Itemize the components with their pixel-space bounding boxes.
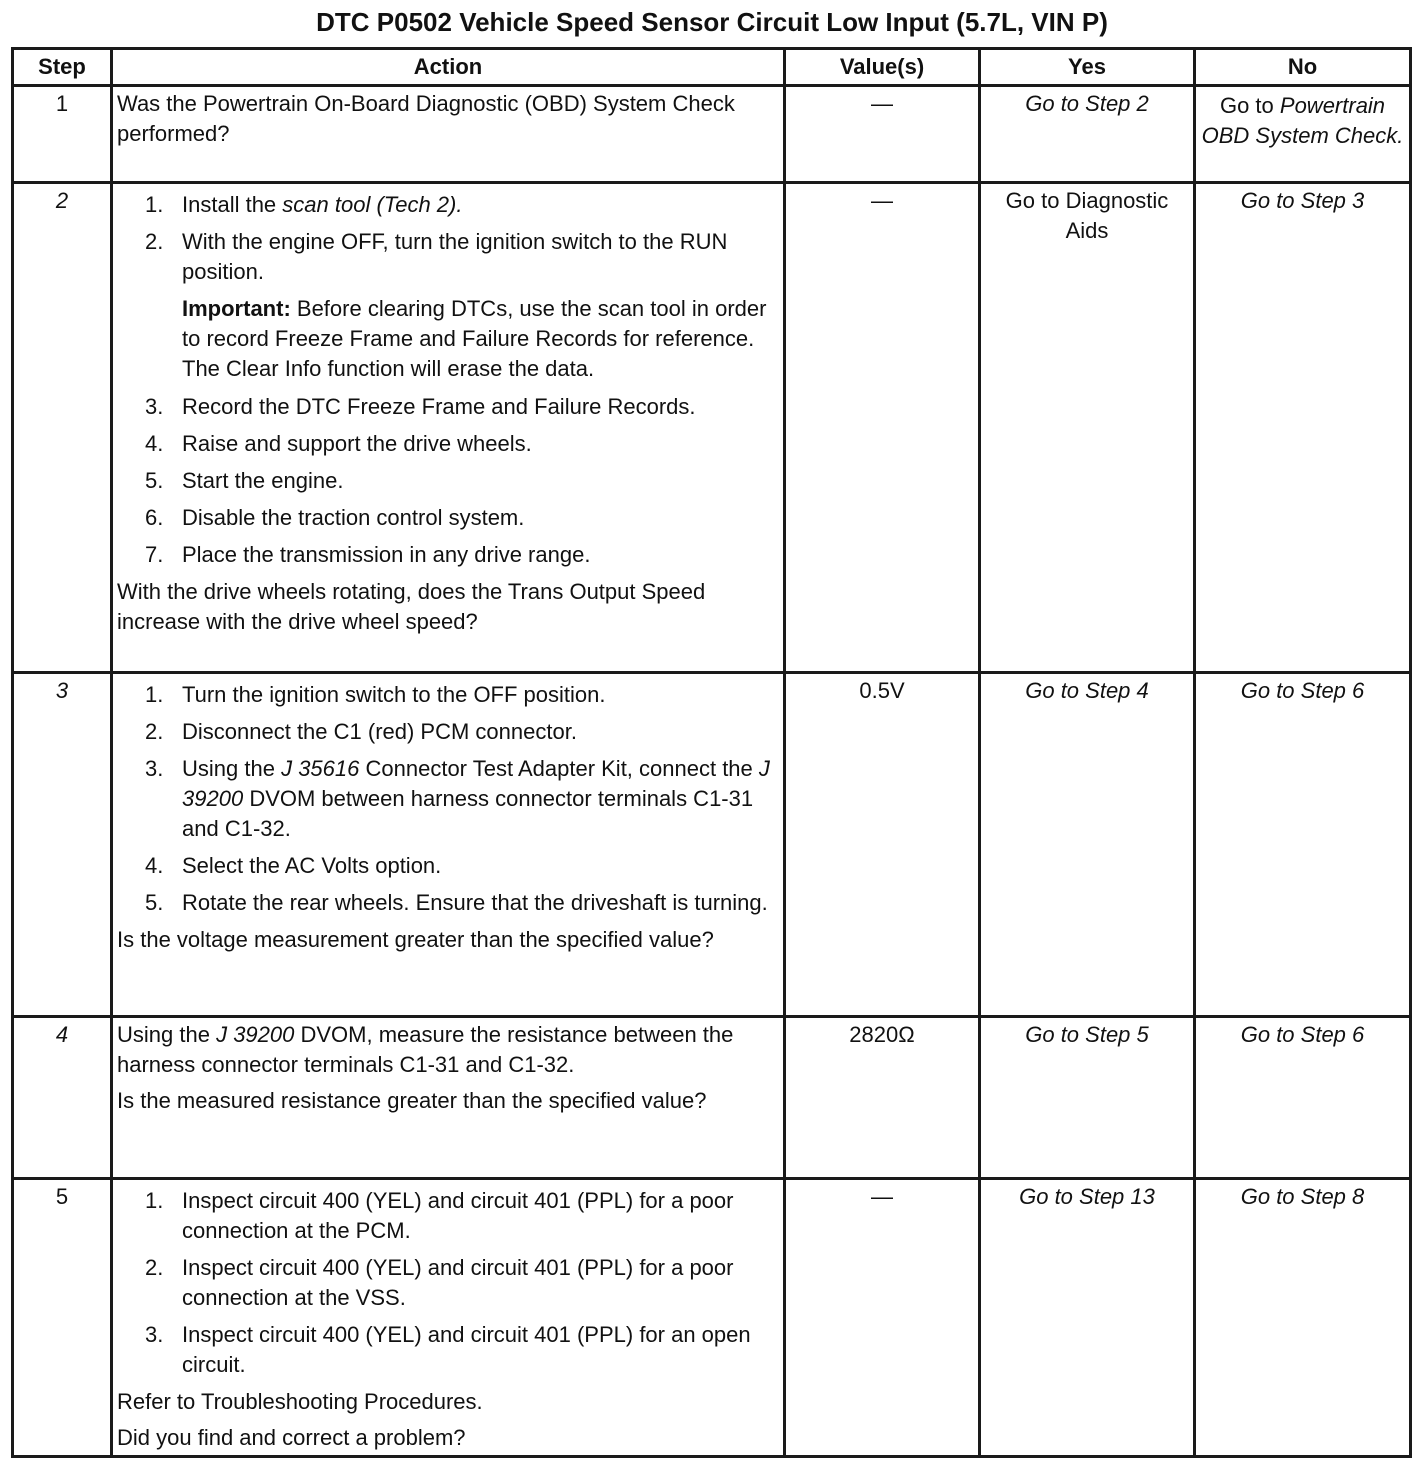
no-link[interactable]: Powertrain OBD System Check. (1201, 93, 1404, 148)
no-link[interactable]: Go to Step 3 (1240, 188, 1365, 213)
yes-cell (980, 183, 1195, 673)
header-step: Step (13, 49, 112, 86)
tool-reference: J 39200 (182, 756, 770, 811)
value-cell: 2820Ω (785, 1017, 980, 1179)
action-cell (112, 1179, 785, 1457)
question-text: Is the voltage measurement greater than the specified value? (117, 927, 714, 952)
yes-link[interactable]: Go to Step 2 (1025, 91, 1149, 116)
table-header-row (13, 49, 1411, 86)
list-item: 5. Start the engine. (145, 468, 344, 493)
yes-cell (980, 1017, 1195, 1179)
tool-reference: scan tool (Tech 2). (282, 192, 463, 217)
action-cell (112, 86, 785, 183)
action-cell (112, 1017, 785, 1179)
table-row-step-1 (13, 86, 1411, 183)
list-item: 3. Using the J 35616 Connector Test Adapter Kit, connect the J 39200 DVOM between harness connector terminals C1-31 and C1-32. (145, 756, 770, 841)
list-item: 2. Disconnect the C1 (red) PCM connector. (145, 719, 577, 744)
list-item: 4. Select the AC Volts option. (145, 853, 442, 878)
procedure-list (117, 190, 779, 287)
step-number: 1 (13, 86, 112, 183)
no-link[interactable]: Go to Step 8 (1240, 1184, 1365, 1209)
yes-link[interactable]: Go to Step 5 (1025, 1022, 1149, 1047)
value-cell: — (785, 1179, 980, 1457)
value-cell: — (785, 86, 980, 183)
action-cell (112, 183, 785, 673)
step-number: 3 (13, 673, 112, 1017)
page-title: DTC P0502 Vehicle Speed Sensor Circuit Low Input (5.7L, VIN P) (316, 7, 1108, 37)
yes-link[interactable]: Go to Step 4 (1025, 678, 1149, 703)
list-item: 7. Place the transmission in any drive range. (145, 542, 591, 567)
no-cell (1195, 1179, 1411, 1457)
question-text: Is the measured resistance greater than the specified value? (117, 1088, 707, 1113)
yes-cell (980, 1179, 1195, 1457)
no-cell (1195, 673, 1411, 1017)
yes-link[interactable]: Go to Diagnostic Aids (1005, 188, 1169, 243)
list-item: 1. Inspect circuit 400 (YEL) and circuit 401 (PPL) for a poor connection at the PCM. (145, 1188, 734, 1243)
step-number: 5 (13, 1179, 112, 1457)
list-item: 3. Inspect circuit 400 (YEL) and circuit 401 (PPL) for an open circuit. (145, 1322, 751, 1377)
table-row-step-5 (13, 1179, 1411, 1457)
diagnostic-table (11, 47, 1412, 1458)
action-text: Using the J 39200 DVOM, measure the resistance between the harness connector terminals C1-31 and C1-32. (117, 1022, 734, 1077)
step-number: 2 (13, 183, 112, 673)
reference-text: Refer to Troubleshooting Procedures. (117, 1389, 483, 1414)
header-yes: Yes (980, 49, 1195, 86)
list-item: 5. Rotate the rear wheels. Ensure that the driveshaft is turning. (145, 890, 768, 915)
list-item: 4. Raise and support the drive wheels. (145, 431, 532, 456)
yes-cell (980, 86, 1195, 183)
action-cell (112, 673, 785, 1017)
step-number: 4 (13, 1017, 112, 1179)
value-cell: — (785, 183, 980, 673)
table-row-step-4 (13, 1017, 1411, 1179)
list-item: 6. Disable the traction control system. (145, 505, 525, 530)
no-cell (1195, 183, 1411, 673)
table-row-step-3 (13, 673, 1411, 1017)
no-link[interactable]: Go to Step 6 (1240, 678, 1365, 703)
question-text: Was the Powertrain On-Board Diagnostic (OBD) System Check performed? (117, 91, 735, 146)
list-item: 2. With the engine OFF, turn the ignition switch to the RUN position. (145, 229, 728, 284)
important-note: Important: Before clearing DTCs, use the scan tool in order to record Freeze Frame and Failure Records for reference. The Clear Info function will erase the data. (182, 296, 767, 381)
yes-cell (980, 673, 1195, 1017)
list-item: 3. Record the DTC Freeze Frame and Failure Records. (145, 394, 696, 419)
procedure-list (117, 1186, 779, 1380)
table-row-step-2 (13, 183, 1411, 673)
list-item: 2. Inspect circuit 400 (YEL) and circuit 401 (PPL) for a poor connection at the VSS. (145, 1255, 734, 1310)
header-values: Value(s) (785, 49, 980, 86)
tool-reference: J 35616 (281, 756, 360, 781)
yes-link[interactable]: Go to Step 13 (1019, 1184, 1155, 1209)
value-cell: 0.5V (785, 673, 980, 1017)
header-action: Action (112, 49, 785, 86)
tool-reference: J 39200 (216, 1022, 295, 1047)
procedure-list (117, 392, 779, 570)
list-item: 1. Turn the ignition switch to the OFF position. (145, 682, 606, 707)
no-prefix: Go to (1219, 93, 1274, 118)
header-no: No (1195, 49, 1411, 86)
list-item: 1. Install the scan tool (Tech 2). (145, 192, 463, 217)
question-text: With the drive wheels rotating, does the Trans Output Speed increase with the drive wheel speed? (117, 579, 706, 634)
no-link[interactable]: Go to Step 6 (1240, 1022, 1365, 1047)
question-text: Did you find and correct a problem? (117, 1425, 466, 1450)
procedure-list (117, 680, 779, 918)
no-cell (1195, 86, 1411, 183)
no-cell (1195, 1017, 1411, 1179)
